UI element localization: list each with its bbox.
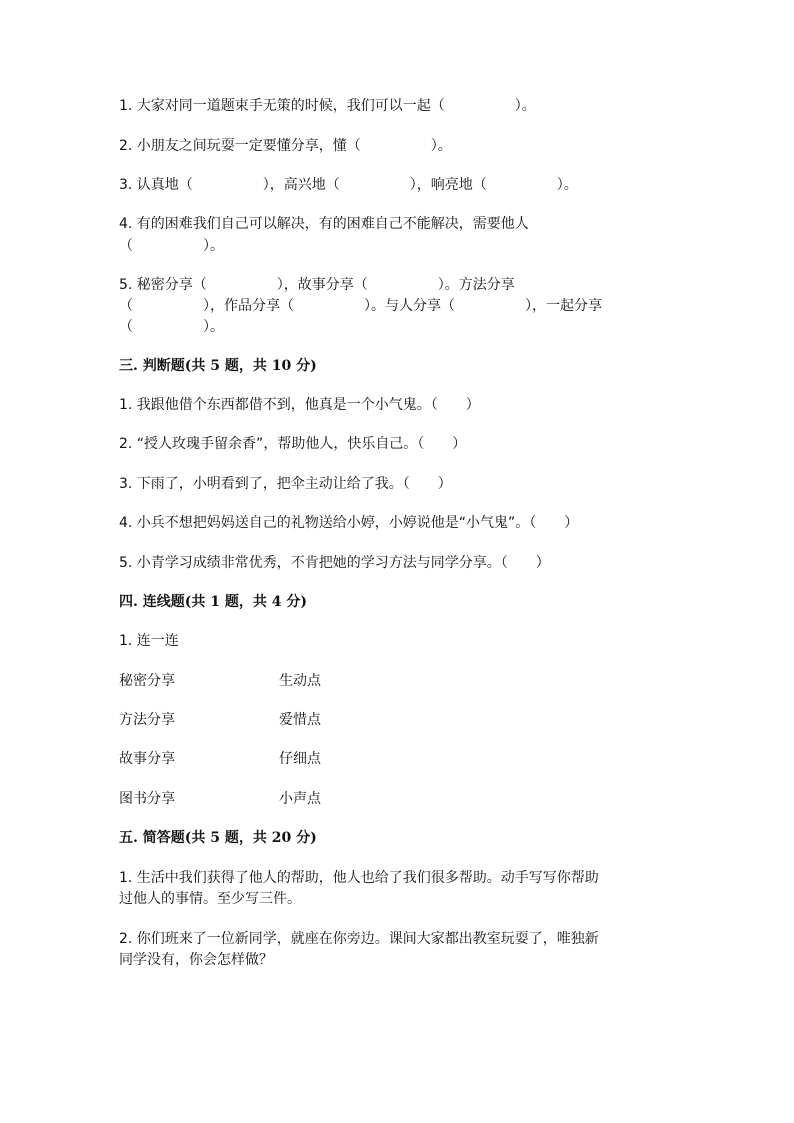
judge-item-4: 4. 小兵不想把妈妈送自己的礼物送给小婷，小婷说他是“小气鬼”。（ ）: [119, 515, 579, 531]
judge-item-3: 3. 下雨了，小明看到了，把伞主动让给了我。（ ）: [119, 476, 452, 492]
matching-left-item[interactable]: 故事分享: [119, 751, 175, 767]
fill-question-5-line-3: （ ）。: [119, 319, 224, 335]
short-answer-heading: 五. 简答题(共 5 题，共 20 分): [119, 830, 317, 846]
judge-item-1: 1. 我跟他借个东西都借不到，他真是一个小气鬼。（ ）: [119, 397, 480, 413]
judge-item-5: 5. 小青学习成绩非常优秀，不肯把她的学习方法与同学分享。（ ）: [119, 555, 550, 571]
short-answer-question-1-line-2: 过他人的事情。至少写三件。: [119, 891, 301, 907]
fill-question-5-line-2: （ ），作品分享（ ）。与人分享（ ），一起分享: [119, 298, 602, 314]
matching-left-item[interactable]: 图书分享: [119, 791, 175, 807]
judge-item-2: 2. “授人玫瑰手留余香”，帮助他人，快乐自己。（ ）: [119, 436, 467, 452]
judge-heading: 三. 判断题(共 5 题，共 10 分): [119, 358, 317, 374]
matching-right-item[interactable]: 小声点: [279, 791, 321, 807]
fill-question-4-line-2: （ ）。: [119, 238, 224, 254]
fill-question-1: 1. 大家对同一道题束手无策的时候，我们可以一起（ ）。: [119, 98, 536, 114]
fill-question-5-line-1: 5. 秘密分享（ ），故事分享（ ）。方法分享: [119, 277, 515, 293]
short-answer-question-1-line-1: 1. 生活中我们获得了他人的帮助，他人也给了我们很多帮助。动手写写你帮助: [119, 870, 599, 886]
matching-right-item[interactable]: 仔细点: [279, 751, 321, 767]
matching-left-item[interactable]: 方法分享: [119, 712, 175, 728]
short-answer-question-2-line-1: 2. 你们班来了一位新同学，就座在你旁边。课间大家都出教室玩耍了，唯独新: [119, 931, 599, 947]
fill-question-2: 2. 小朋友之间玩耍一定要懂分享，懂（ ）。: [119, 138, 452, 154]
matching-prompt: 1. 连一连: [119, 633, 179, 649]
fill-question-4-line-1: 4. 有的困难我们自己可以解决，有的困难自己不能解决，需要他人: [119, 216, 529, 232]
matching-right-item[interactable]: 爱惜点: [279, 712, 321, 728]
matching-right-item[interactable]: 生动点: [279, 673, 321, 689]
fill-question-3: 3. 认真地（ ），高兴地（ ），响亮地（ ）。: [119, 177, 578, 193]
matching-heading: 四. 连线题(共 1 题，共 4 分): [119, 594, 307, 610]
matching-left-item[interactable]: 秘密分享: [119, 673, 175, 689]
short-answer-question-2-line-2: 同学没有，你会怎样做？: [119, 952, 273, 968]
